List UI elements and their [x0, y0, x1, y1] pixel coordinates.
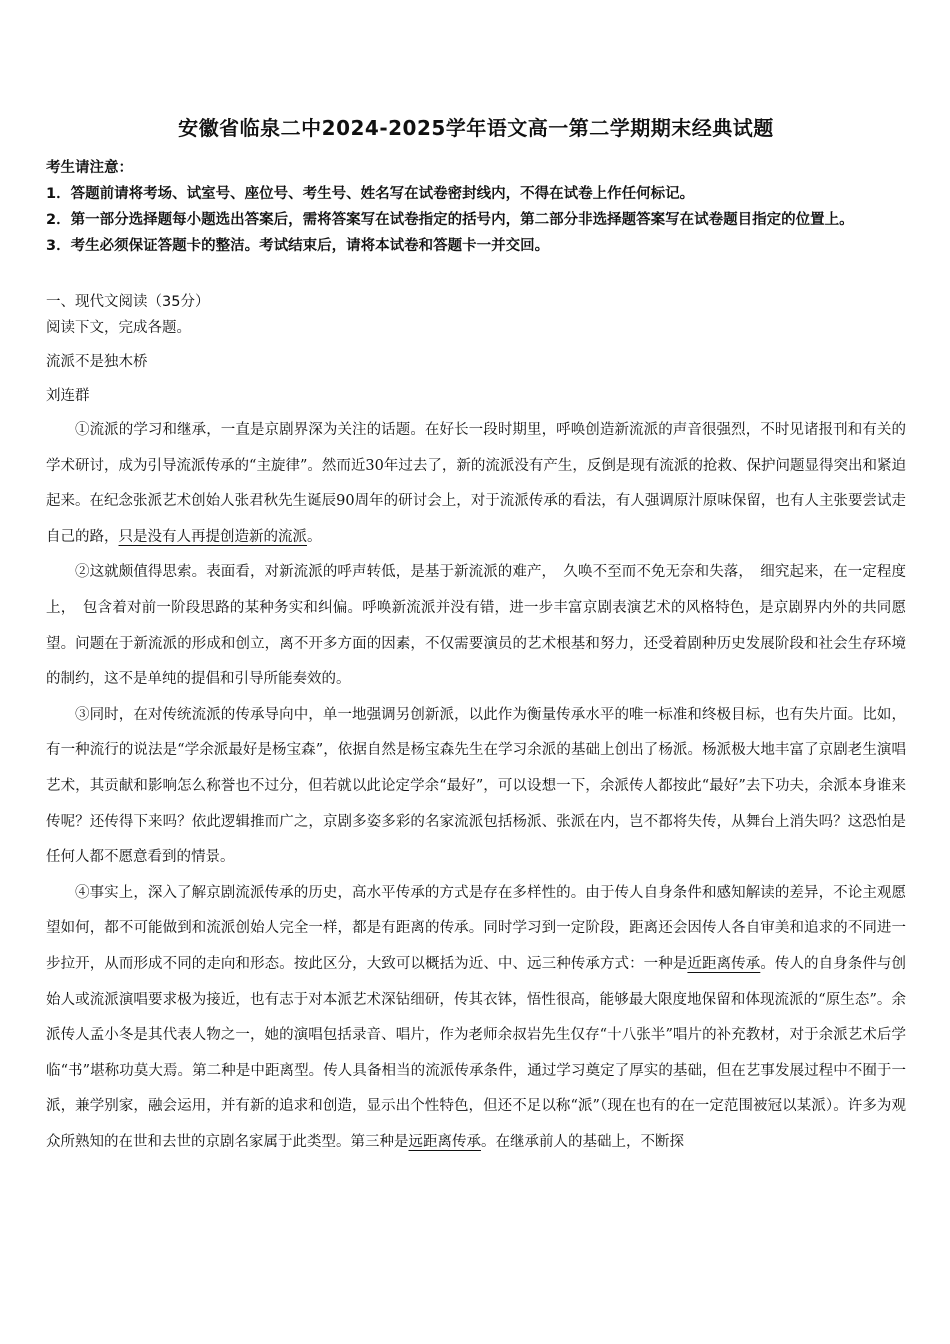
underlined-phrase: 只是没有人再提创造新的流派 — [118, 528, 307, 545]
notice-item-1: 1．答题前请将考场、试室号、座位号、考生号、姓名写在试卷密封线内，不得在试卷上作任何标记。 — [46, 186, 695, 202]
paragraph-4 — [46, 876, 906, 1161]
notice-item-3: 3．考生必须保证答题卡的整洁。考试结束后，请将本试卷和答题卡一并交回。 — [46, 238, 550, 254]
underlined-far-transmission: 远距离传承 — [408, 1133, 481, 1150]
paragraph-1-text: ①流派的学习和继承，一直是京剧界深为关注的话题。在好长一段时期里，呼唤创造新流派的声音很强烈，不时见诸报刊和有关的学术研讨，成为引导流派传承的“主旋律”。然而近30年过去了，新的流派没有产生，反倒是现有流派的抢救、保护问题显得突出和紧迫起来。在纪念张派艺术创始人张君秋先生诞辰90周年的研讨会上，对于流派传承的看法，有人强调原汁原味保留，也有人主张要尝试走自己的路， — [46, 422, 906, 545]
paragraph-4-end: 。在继承前人的基础上，不断探 — [481, 1133, 684, 1150]
paragraph-1 — [46, 413, 906, 555]
candidate-notice — [46, 155, 906, 259]
exam-title: 安徽省临泉二中2024-2025学年语文高一第二学期期末经典试题 — [178, 116, 774, 140]
reading-instruction: 阅读下文，完成各题。 — [46, 320, 191, 336]
paragraph-2: ②这就颇值得思索。表面看，对新流派的呼声转低，是基于新流派的难产， 久唤不至而不免无奈和失落， 细究起来，在一定程度上， 包含着对前一阶段思路的某种务实和纠偏。呼唤新流派并没有错，进一步丰富京剧表演艺术的风格特色，是京剧界内外的共同愿望。问题在于新流派的形成和创立，离不开多方面的因素，不仅需要演员的艺术根基和努力，还受着剧种历史发展阶段和社会生存环境的制约，这不是单纯的提倡和引导所能奏效的。 — [46, 564, 906, 688]
paragraph-4-text: ④事实上，深入了解京剧流派传承的历史，高水平传承的方式是存在多样性的。由于传人自身条件和感知解读的差异，不论主观愿望如何，都不可能做到和流派创始人完全一样，都是有距离的传承。同时学习到一定阶段，距离还会因传人各自审美和追求的不同进一步拉开，从而形成不同的走向和形态。按此区分，大致可以概括为近、中、远三种传承方式：一种是 — [46, 884, 906, 972]
notice-item-2: 2．第一部分选择题每小题选出答案后，需将答案写在试卷指定的括号内，第二部分非选择题答案写在试卷题目指定的位置上。 — [46, 212, 854, 228]
exam-page — [46, 112, 906, 1160]
article-author: 刘连群 — [46, 388, 90, 404]
article-title: 流派不是独木桥 — [46, 354, 148, 370]
underlined-near-transmission: 近距离传承 — [687, 955, 761, 972]
paragraph-4-middle: 。传人的自身条件与创始人或流派演唱要求极为接近，也有志于对本派艺术深钻细研，传其衣钵，悟性很高，能够最大限度地保留和体现流派的“原生态”。余派传人孟小冬是其代表人物之一，她的演唱包括录音、唱片，作为老师余叔岩先生仅存“十八张半”唱片的补充教材，对于余派艺术后学临“书”堪称功莫大焉。第二种是中距离型。传人具备相当的流派传承条件，通过学习奠定了厚实的基础，但在艺事发展过程中不囿于一派，兼学别家，融会运用，并有新的追求和创造，显示出个性特色，但还不足以称“派”（现在也有的在一定范围被冠以某派）。许多为观众所熟知的在世和去世的京剧名家属于此类型。第三种是 — [46, 955, 907, 1150]
paragraph-3: ③同时，在对传统流派的传承导向中，单一地强调另创新派，以此作为衡量传承水平的唯一标准和终极目标，也有失片面。比如，有一种流行的说法是“学余派最好是杨宝森”，依据自然是杨宝森先生在学习余派的基础上创出了杨派。杨派极大地丰富了京剧老生演唱艺术，其贡献和影响怎么称誉也不过分，但若就以此论定学余“最好”，可以设想一下，余派传人都按此“最好”去下功夫，余派本身谁来传呢？还传得下来吗？依此逻辑推而广之，京剧多姿多彩的名家流派包括杨派、张派在内，岂不都将失传，从舞台上消失吗？这恐怕是任何人都不愿意看到的情景。 — [46, 706, 906, 866]
paragraph-1-end: 。 — [307, 528, 322, 545]
section-heading: 一、现代文阅读（35分） — [46, 294, 210, 310]
notice-heading: 考生请注意： — [46, 160, 133, 176]
